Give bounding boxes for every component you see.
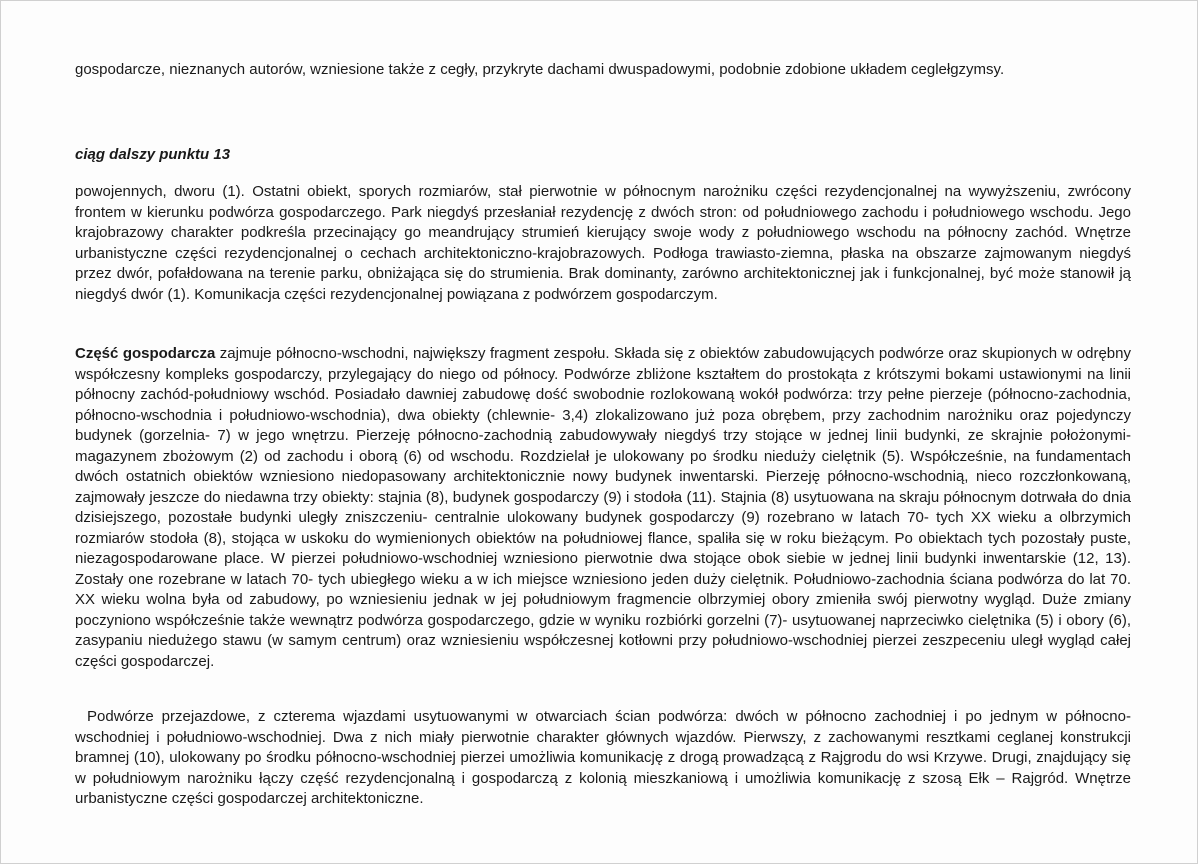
section-heading: ciąg dalszy punktu 13 [75, 146, 231, 163]
paragraph-residential [75, 182, 1131, 305]
paragraph-courtyard [75, 707, 1131, 810]
paragraph-courtyard-text: Podwórze przejazdowe, z czterema wjazdami usytuowanymi w otwarciach ścian podwórza: dwóch w północno zachodniej i po jednym w północno-wschodniej i południowo-wschodniej. Dwa z nich miały pierwotnie charakter głównych wjazdów. Pierwszy, z zachowanymi resztkami ceglanej konstrukcji bramnej (10), ulokowany po środku północno-wschodniej pierzei umożliwia komunikację z drogą prowadzącą z Rajgrodu do wsi Krzywe. Drugi, znajdujący się w południowym narożniku łączy część rezydencjonalną i gospodarczą z kolonią mieszkaniową i umożliwia komunikację z szosą Ełk – Rajgród. Wnętrze urbanistyczne części gospodarczej architektoniczne. [75, 708, 1131, 807]
intro-paragraph [75, 60, 1131, 81]
paragraph-farm-body: zajmuje północno-wschodni, największy fragment zespołu. Składa się z obiektów zabudowujących podwórze oraz skupionych w odrębny współczesny kompleks gospodarczy, przylegający do niego od północy. Podwórze zbliżone kształtem do prostokąta z krótszymi bokami ustawionymi na linii północny zachód-południowy wschód. Posiadało dawniej zabudowę dość swobodnie rozlokowaną wokół podwórza: trzy pełne pierzeje (północno-zachodnia, północno-wschodnia i południowo-wschodnia), dwa obiekty (chlewnie- 3,4) zlokalizowano już poza obrębem, przy zachodnim narożniku oraz pojedynczy budynek (gorzelnia- 7) w jego wnętrzu. Pierzeję północno-zachodnią zabudowywały niegdyś trzy stojące w jednej linii budynki, ze skrajnie położonymi- magazynem zbożowym (2) od zachodu i oborą (6) od wschodu. Rozdzielał je ulokowany po środku nieduży cielętnik (5). Współcześnie, na fundamentach dwóch ostatnich obiektów wzniesiono niedopasowany architektonicznie nowy budynek inwentarski. Pierzeję północno-wschodnią, nieco rozczłonkowaną, zajmowały jeszcze do niedawna trzy obiekty: stajnia (8), budynek gospodarczy (9) i stodoła (11). Stajnia (8) usytuowana na skraju północnym dotrwała do dnia dzisiejszego, pozostałe budynki uległy zniszczeniu- centralnie ulokowany budynek gospodarczy (9) rozebrano w latach 70- tych XX wieku a olbrzymich rozmiarów stodoła (8), stojąca w uskoku do wymienionych obiektów na południowej flance, spaliła się w roku bieżącym. Po obiektach tych pozostały puste, niezagospodarowane place. W pierzei południowo-wschodniej wzniesiono pierwotnie dwa stojące obok siebie w jednej linii budynki inwentarskie (12, 13). Zostały one rozebrane w latach 70- tych ubiegłego wieku a w ich miejsce wzniesiono jeden duży cielętnik. Południowo-zachodnia ściana podwórza do lat 70. XX wieku wolna była od zabudowy, po wzniesieniu jednak w jej południowym fragmencie olbrzymiej obory zmieniła swój pierwotny wygląd. Duże zmiany poczyniono współcześnie także wewnątrz podwórza gospodarczego, gdzie w wyniku rozbiórki gorzelni (7)- usytuowanej naprzeciwko cielętnika (5) i obory (6), zasypaniu niedużego stawu (w samym centrum) oraz wzniesieniu współczesnej kotłowni przy południowo-wschodniej pierzei zeszpeceniu uległ wygląd całej części gospodarczej. [75, 345, 1131, 670]
paragraph-residential-text: powojennych, dworu (1). Ostatni obiekt, sporych rozmiarów, stał pierwotnie w północnym narożniku części rezydencjonalnej na wywyższeniu, zwrócony frontem w kierunku podwórza gospodarczego. Park niegdyś przesłaniał rezydencję z dwóch stron: od południowego zachodu i południowego wschodu. Jego krajobrazowy charakter podkreśla przecinający go meandrujący strumień kierujący swoje wody z południowego wschodu na północny zachód. Wnętrze urbanistyczne części rezydencjonalnej o cechach architektoniczno-krajobrazowych. Podłoga trawiasto-ziemna, płaska na obszarze zajmowanym niegdyś przez dwór, pofałdowana na terenie parku, obniżająca się do strumienia. Brak dominanty, zarówno architektonicznej jak i funkcjonalnej, być może stanowił ją niegdyś dwór (1). Komunikacja części rezydencjonalnej powiązana z podwórzem gospodarczym. [75, 183, 1131, 303]
paragraph-farm-lead: Część gospodarcza [75, 345, 216, 362]
paragraph-farm-section-text [75, 344, 1131, 672]
paragraph-farm-section [75, 344, 1131, 672]
intro-text: gospodarcze, nieznanych autorów, wzniesione także z cegły, przykryte dachami dwuspadowymi, podobnie zdobione układem ceglełgzymsy. [75, 61, 1005, 78]
